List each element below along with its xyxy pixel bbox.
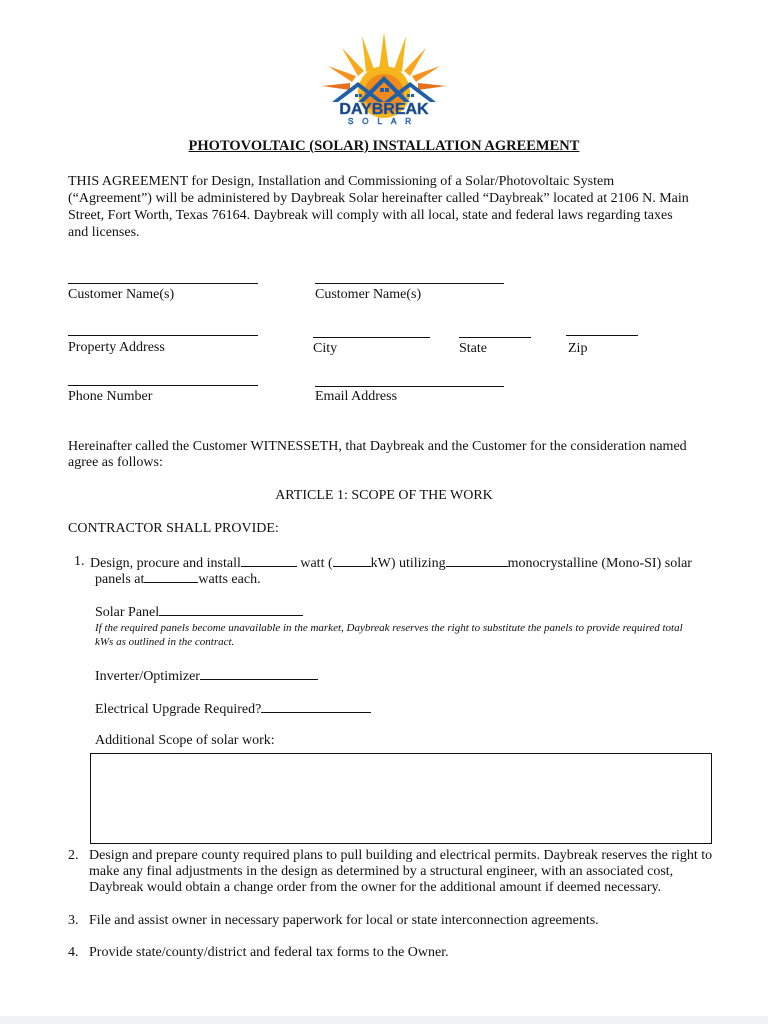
intro-paragraph: THIS AGREEMENT for Design, Installation and Commissioning of a Solar/Photovoltaic System (“Agreement”) will be administered by Daybreak Solar hereinafter called “Daybreak” located at 2106 N. Main Street, Fort Worth, Texas 76164. Daybreak will comply with all local, state and federal laws regarding taxes and licenses.	[68, 174, 689, 240]
item-4-text: Provide state/county/district and federal tax forms to the Owner.	[89, 945, 449, 960]
panel-count-field[interactable]	[446, 554, 508, 567]
email-field[interactable]	[315, 386, 504, 387]
panel-watts-field[interactable]	[144, 570, 198, 583]
customer-name-1-label: Customer Name(s)	[68, 287, 175, 302]
phone-field[interactable]	[68, 385, 258, 386]
witness-paragraph: Hereinafter called the Customer WITNESSETH, that Daybreak and the Customer for the consideration named agree as follows:	[68, 439, 687, 470]
item-4-number: 4.	[68, 945, 79, 960]
zip-field[interactable]	[566, 335, 638, 336]
customer-name-1-field[interactable]	[68, 283, 258, 284]
article-1-heading: ARTICLE 1: SCOPE OF THE WORK	[275, 488, 493, 503]
page-bottom-edge	[0, 1016, 768, 1024]
property-address-field[interactable]	[68, 335, 258, 336]
electrical-upgrade-row: Electrical Upgrade Required?	[95, 700, 371, 718]
item-3-number: 3.	[68, 913, 79, 928]
panel-substitution-note: If the required panels become unavailable in the market, Daybreak reserves the right to substitute the panels to provide required total kWs as outlined in the contract.	[95, 622, 683, 648]
item-3-text: File and assist owner in necessary paperwork for local or state interconnection agreements.	[89, 913, 599, 928]
item-2-number: 2.	[68, 848, 79, 863]
document-title: PHOTOVOLTAIC (SOLAR) INSTALLATION AGREEMENT	[188, 138, 580, 154]
item-1-line-2: panels at watts each.	[95, 572, 261, 587]
logo-wordmark: DAYBREAK	[339, 101, 429, 118]
solar-panel-row: Solar Panel	[95, 603, 303, 621]
inverter-field[interactable]	[200, 667, 318, 680]
city-label: City	[313, 341, 338, 356]
item-1-number: 1.	[74, 554, 85, 569]
zip-label: Zip	[568, 341, 588, 356]
phone-label: Phone Number	[68, 389, 153, 404]
inverter-row: Inverter/Optimizer	[95, 667, 318, 685]
item-1-line-1: Design, procure and install watt ( kW) utilizing monocrystalline (Mono-SI) solar	[90, 556, 692, 571]
electrical-upgrade-field[interactable]	[261, 700, 371, 713]
email-label: Email Address	[315, 389, 398, 404]
state-field[interactable]	[459, 337, 531, 338]
customer-name-2-label: Customer Name(s)	[315, 287, 422, 302]
kw-field[interactable]	[333, 554, 371, 567]
watt-field[interactable]	[241, 554, 297, 567]
solar-panel-field[interactable]	[159, 603, 303, 616]
customer-name-2-field[interactable]	[315, 283, 504, 284]
logo-subtext: SOLAR	[347, 117, 421, 126]
city-field[interactable]	[313, 337, 430, 338]
additional-scope-label: Additional Scope of solar work:	[95, 733, 275, 748]
property-address-label: Property Address	[68, 340, 165, 355]
state-label: State	[459, 341, 487, 356]
daybreak-solar-logo	[318, 30, 450, 126]
contractor-heading: CONTRACTOR SHALL PROVIDE:	[68, 521, 279, 536]
item-2-text: Design and prepare county required plans to pull building and electrical permits. Daybreak reserves the right to make any final adjustments in the design as determined by a structural engineer, with an associated cost, Daybreak would obtain a change order from the owner for the additional amount if deemed necessary.	[89, 848, 713, 895]
additional-scope-textarea[interactable]	[90, 753, 712, 844]
